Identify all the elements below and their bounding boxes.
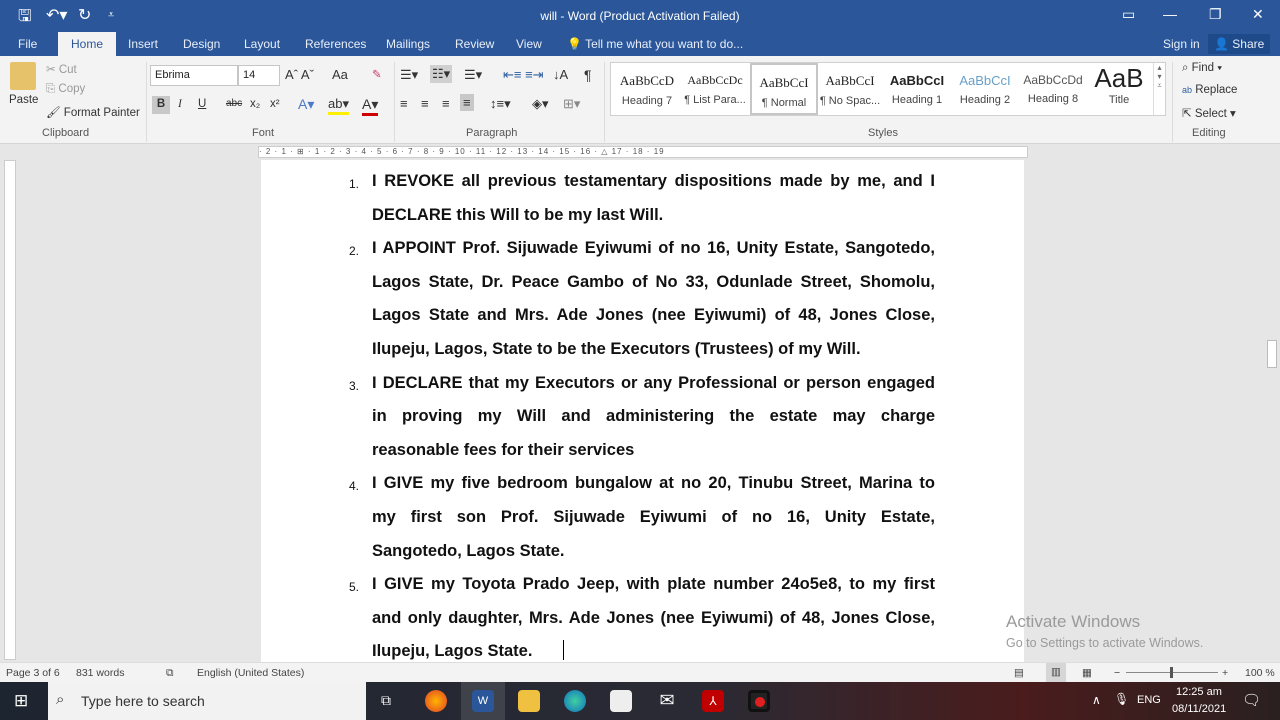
tab-mailings[interactable]: Mailings: [386, 37, 431, 51]
list-number: 3.: [349, 378, 360, 393]
search-placeholder: Type here to search: [81, 693, 205, 709]
document-text-line[interactable]: I DECLARE that my Executors or any Professional or person engaged: [372, 373, 935, 392]
share-button[interactable]: [1208, 34, 1270, 54]
document-text-line[interactable]: Ilupeju, Lagos, State to be the Executors (Trustees) of my Will.: [372, 340, 861, 358]
sort-icon[interactable]: ↓A: [553, 67, 569, 82]
document-text-line[interactable]: Ilupeju, Lagos State.: [372, 642, 533, 661]
sign-in-link[interactable]: Sign in: [1163, 37, 1200, 51]
paste-icon[interactable]: [10, 62, 36, 90]
document-text-line[interactable]: I GIVE my Toyota Prado Jeep, with plate number 24o5e8, to my first: [372, 575, 935, 594]
customize-qat-icon[interactable]: ⩡: [108, 9, 115, 21]
style-preview: AaBbCcI: [959, 73, 1011, 88]
list-number: 1.: [349, 177, 360, 191]
style-normal[interactable]: [750, 63, 818, 115]
file-explorer-icon[interactable]: [518, 690, 540, 712]
numbering-icon[interactable]: ☷▾: [432, 66, 451, 81]
clock-date[interactable]: 08/11/2021: [1172, 703, 1227, 715]
tab-view[interactable]: View: [516, 37, 542, 51]
document-text-line[interactable]: I REVOKE all previous testamentary dispositions made by me, and I: [372, 172, 935, 190]
style-name: Title: [1108, 94, 1130, 106]
indent-icons[interactable]: ⇤≡ ≡⇥: [503, 67, 544, 82]
taskbar: [0, 682, 1280, 720]
activate-windows-watermark: [1006, 612, 1203, 650]
align-left-icon[interactable]: ≡: [400, 96, 408, 111]
replace-button[interactable]: [1182, 84, 1237, 96]
font-size-dropdown[interactable]: 14: [238, 65, 280, 86]
divider: [1172, 62, 1173, 142]
style-preview: AaBbCcI: [889, 73, 945, 88]
find-button[interactable]: ⌕ Find ▾: [1182, 62, 1223, 74]
document-text-line[interactable]: I GIVE my five bedroom bungalow at no 20, Tinubu Street, Marina to: [372, 474, 935, 493]
cut-button[interactable]: ✂ Cut: [46, 64, 77, 76]
style-preview: AaBbCcD: [619, 73, 675, 88]
edge-icon[interactable]: [564, 690, 586, 712]
style-name: ¶ No Spac...: [819, 95, 881, 107]
firefox-icon[interactable]: [425, 690, 447, 712]
search-icon: ⌕: [1182, 62, 1189, 74]
divider: [394, 62, 395, 142]
styles-group-label: Styles: [868, 127, 898, 139]
task-view-icon[interactable]: ⧉: [381, 692, 391, 708]
tab-review[interactable]: Review: [455, 37, 495, 51]
style-heading-8[interactable]: [1019, 63, 1087, 115]
ribbon-display-icon[interactable]: ▭: [1122, 6, 1136, 22]
print-layout-icon[interactable]: ▥: [1046, 663, 1066, 682]
format-painter-button[interactable]: 🖌 Format Painter: [46, 107, 140, 119]
text-effects-icon[interactable]: A▾: [298, 96, 315, 112]
style-preview: AaBbCcI: [825, 73, 875, 88]
window-title: will - Word (Product Activation Failed): [540, 9, 740, 23]
style-no-spacing[interactable]: [816, 63, 884, 115]
language-indicator[interactable]: ENG: [1137, 694, 1161, 706]
style-preview: AaBbCcI: [759, 75, 809, 90]
document-text-line[interactable]: Lagos State and Mrs. Ade Jones (nee Eyiwumi) of 48, Jones Close,: [372, 306, 935, 325]
copy-label: Copy: [58, 83, 86, 95]
watermark-subtitle: Go to Settings to activate Windows.: [1006, 636, 1204, 650]
tab-home[interactable]: Home: [58, 32, 116, 56]
tab-file[interactable]: File: [18, 37, 38, 51]
style-heading-1[interactable]: [883, 63, 951, 115]
divider: [146, 62, 147, 142]
document-text-line[interactable]: DECLARE this Will to be my last Will.: [372, 205, 664, 224]
horizontal-ruler[interactable]: · 2 · 1 · ⊞ · 1 · 2 · 3 · 4 · 5 · 6 · 7 · 8 · 9 · 10 · 11 · 12 · 13 · 14 · 15 · 16 · △ 17 · 18 · 19: [258, 146, 1028, 158]
document-text-line[interactable]: Lagos State, Dr. Peace Gambo of No 33, Odunlade Street, Shomolu,: [372, 272, 935, 291]
list-number: 2.: [349, 244, 360, 259]
search-icon: ⌕: [56, 691, 65, 708]
bullets-icon[interactable]: ☰▾: [400, 67, 419, 82]
editing-group-label: Editing: [1192, 127, 1226, 139]
status-bar: [0, 662, 1280, 682]
show-hidden-icons[interactable]: ∧: [1092, 693, 1101, 707]
style-preview: AaBbCcDc: [687, 73, 743, 87]
ribbon-tabs: [0, 32, 1280, 56]
share-label: Share: [1232, 37, 1265, 51]
shading-icon[interactable]: ◈▾: [532, 96, 549, 111]
styles-scroll-button[interactable]: ▴ ▾ ⩡: [1153, 63, 1165, 115]
select-button[interactable]: ⇱ Select ▾: [1182, 108, 1236, 120]
style-name: ¶ List Para...: [684, 94, 746, 106]
lightbulb-icon: 💡: [567, 37, 582, 51]
document-text-line[interactable]: in proving my Will and administering the estate may charge: [372, 407, 935, 426]
grow-font-icon[interactable]: Aˆ Aˇ: [285, 67, 314, 82]
list-number: 5.: [349, 580, 360, 595]
style-heading-2[interactable]: [951, 63, 1019, 115]
microphone-icon[interactable]: 🎙: [1114, 692, 1130, 706]
style-name: Heading 1: [891, 94, 943, 106]
zoom-in-button[interactable]: +: [1222, 667, 1229, 679]
font-color-icon[interactable]: A▾: [362, 96, 378, 116]
borders-icon[interactable]: ⊞▾: [563, 96, 581, 111]
style-preview: AaBbCcDd: [1023, 73, 1083, 87]
strikethrough-button[interactable]: abc: [226, 98, 243, 109]
find-label: Find: [1191, 62, 1215, 74]
minimize-button[interactable]: —: [1163, 6, 1177, 22]
acrobat-icon[interactable]: ⅄: [702, 690, 724, 712]
underline-button[interactable]: U: [198, 98, 207, 110]
style-list-paragraph[interactable]: [681, 63, 749, 115]
style-title[interactable]: [1085, 63, 1153, 115]
highlight-icon[interactable]: ab▾: [328, 96, 349, 115]
style-heading-7[interactable]: [613, 63, 681, 115]
tab-layout[interactable]: Layout: [244, 37, 281, 51]
vertical-scrollbar[interactable]: [1266, 160, 1278, 662]
save-icon[interactable]: 🖫: [18, 8, 32, 25]
style-preview: AaB: [1094, 63, 1144, 93]
language[interactable]: English (United States): [197, 667, 305, 679]
change-case-button[interactable]: Aa: [332, 67, 348, 82]
document-text-line[interactable]: I APPOINT Prof. Sijuwade Eyiwumi of no 16, Unity Estate, Sangotedo,: [372, 239, 935, 258]
vertical-ruler[interactable]: [4, 160, 16, 660]
document-text-line[interactable]: my first son Prof. Sijuwade Eyiwumi of no 16, Unity Estate,: [372, 508, 935, 526]
clipboard-group-label: Clipboard: [42, 127, 90, 139]
page-count[interactable]: Page 3 of 6: [6, 667, 60, 679]
watermark-title: Activate Windows: [1006, 612, 1141, 631]
document-text-line[interactable]: reasonable fees for their services: [372, 440, 635, 459]
windows-start-icon[interactable]: ⊞: [14, 691, 29, 710]
style-name: Heading 2: [959, 94, 1011, 106]
multilevel-list-icon[interactable]: ☰▾: [464, 67, 483, 82]
styles-gallery: [610, 62, 1166, 116]
document-page[interactable]: [261, 160, 1024, 662]
tab-insert[interactable]: Insert: [128, 37, 159, 51]
clear-formatting-icon[interactable]: ✎: [372, 69, 382, 81]
recorder-icon[interactable]: [748, 690, 770, 712]
list-number: 4.: [349, 479, 360, 494]
paragraph-group-label: Paragraph: [466, 127, 518, 139]
divider: [604, 62, 605, 142]
align-center-icon[interactable]: ≡: [421, 96, 429, 111]
title-bar: [0, 0, 1280, 32]
superscript-button[interactable]: x²: [270, 98, 280, 110]
mail-icon[interactable]: ✉: [659, 690, 675, 710]
text-cursor: [563, 640, 564, 660]
document-text-line[interactable]: Sangotedo, Lagos State.: [372, 541, 565, 560]
tab-references[interactable]: References: [305, 37, 367, 51]
close-button[interactable]: ✕: [1252, 6, 1264, 22]
store-icon[interactable]: [610, 690, 632, 712]
align-right-icon[interactable]: ≡: [442, 96, 450, 111]
zoom-out-button[interactable]: −: [1114, 667, 1121, 679]
word-icon[interactable]: W: [472, 690, 494, 712]
read-mode-icon[interactable]: ▤: [1014, 667, 1024, 679]
document-text-line[interactable]: and only daughter, Mrs. Ade Jones (nee Eyiwumi) of 48, Jones Close,: [372, 608, 935, 627]
taskbar-search[interactable]: [48, 682, 366, 720]
notifications-icon[interactable]: 🗨: [1242, 692, 1262, 709]
show-formatting-icon[interactable]: ¶: [584, 67, 592, 83]
format-painter-label: Format Painter: [63, 107, 140, 119]
paste-button[interactable]: Paste: [9, 94, 39, 106]
font-group-label: Font: [252, 127, 275, 139]
tab-design[interactable]: Design: [183, 37, 221, 51]
replace-icon: ab: [1182, 85, 1193, 95]
cut-label: Cut: [58, 64, 77, 76]
scrollbar-thumb[interactable]: [1267, 340, 1277, 368]
word-count[interactable]: 831 words: [76, 667, 125, 679]
line-spacing-icon[interactable]: ↕≡▾: [490, 96, 511, 111]
zoom-level[interactable]: 100 %: [1245, 667, 1275, 679]
subscript-button[interactable]: x₂: [250, 98, 261, 110]
cursor-icon: ⇱: [1182, 108, 1192, 120]
select-label: Select: [1194, 108, 1227, 120]
copy-button[interactable]: ⎘ Copy: [46, 83, 86, 95]
justify-icon[interactable]: ≡: [460, 94, 474, 111]
style-name: ¶ Normal: [761, 97, 807, 109]
italic-button[interactable]: I: [178, 98, 182, 110]
style-name: Heading 8: [1027, 93, 1079, 105]
replace-label: Replace: [1195, 84, 1238, 96]
zoom-slider-thumb[interactable]: [1170, 667, 1173, 678]
font-name-dropdown[interactable]: Ebrima: [150, 65, 238, 86]
maximize-button[interactable]: ❐: [1209, 6, 1222, 22]
redo-icon[interactable]: ↻: [78, 7, 92, 24]
tell-me-box[interactable]: [567, 37, 743, 51]
person-icon: 👤: [1214, 37, 1229, 51]
undo-icon[interactable]: ↶▾: [46, 7, 68, 24]
style-name: Heading 7: [621, 95, 673, 107]
web-layout-icon[interactable]: ▦: [1082, 667, 1092, 679]
clock-time[interactable]: 12:25 am: [1176, 686, 1222, 698]
bold-button[interactable]: B: [152, 96, 170, 114]
tell-me-text: Tell me what you want to do...: [585, 37, 744, 51]
proofing-icon[interactable]: ⧉: [166, 667, 174, 679]
